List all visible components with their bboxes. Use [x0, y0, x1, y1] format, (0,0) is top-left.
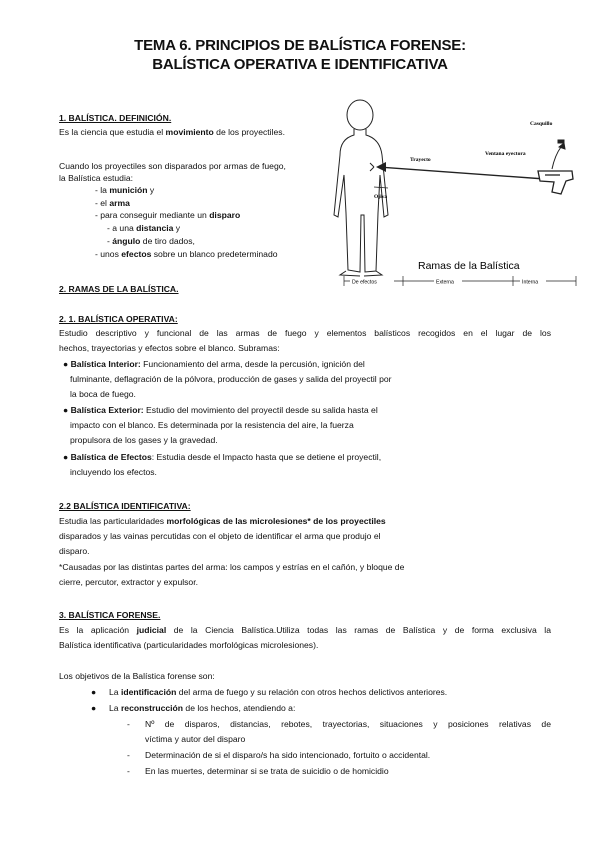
title-line-1: TEMA 6. PRINCIPIOS DE BALÍSTICA FORENSE:: [134, 37, 466, 54]
bullet-efectos-cont: incluyendo los efectos.: [70, 467, 157, 477]
trajectory-arrow: [370, 162, 545, 179]
axis-label-externa: Externa: [436, 279, 454, 286]
figure-caption: Ramas de la Balística: [418, 260, 520, 272]
paragraph: la Balística estudia:: [59, 173, 134, 183]
bullet-interior-cont: la boca de fuego.: [70, 389, 136, 399]
bullet: ●: [91, 703, 97, 713]
sub-item-cont: víctima y autor del disparo: [145, 734, 246, 744]
title-line-2: BALÍSTICA OPERATIVA E IDENTIFICATIVA: [152, 56, 448, 73]
ballistics-figure: [330, 95, 580, 295]
sub-item: En las muertes, determinar si se trata de suicidio o de homicidio: [145, 766, 389, 776]
paragraph: disparo.: [59, 546, 90, 556]
bullet: ●: [91, 687, 97, 697]
dash: -: [127, 719, 130, 729]
footnote: cierre, percutor, extractor y expulsor.: [59, 577, 198, 587]
bullet-interior-cont: fulminante, deflagración de la pólvora, producción de gases y salida del proyectil por: [70, 374, 392, 384]
sub-item: Determinación de si el disparo/s ha sido intencionado, fortuito o accidental.: [145, 750, 431, 760]
paragraph: Balística identificativa (particularidades morfológicas microlesiones).: [59, 640, 319, 650]
list-item: - a una distancia y: [107, 223, 181, 233]
bullet-interior: ● Balística Interior: Funcionamiento del arma, desde la percusión, ignición del: [63, 359, 365, 369]
paragraph: disparados y las vainas percutidas con el objeto de identificar el arma que produjo el: [59, 531, 381, 541]
axis-label-interna: Interna: [522, 279, 539, 286]
pistol-icon: [538, 171, 573, 194]
paragraph: hechos, trayectorias y efectos sobre el blanco. Subramas:: [59, 343, 280, 353]
paragraph: Cuando los proyectiles son disparados por armas de fuego,: [59, 161, 286, 171]
label-ojiva: Ojiva: [374, 194, 388, 200]
ojiva-pointer: [374, 187, 388, 188]
footnote: *Causadas por las distintas partes del arma: los campos y estrías en el cañón, y bloque de: [59, 562, 405, 572]
bullet-efectos: ● Balística de Efectos: Estudia desde el Impacto hasta que se detiene el proyectil,: [63, 452, 382, 462]
label-casquillo: Casquillo: [530, 121, 553, 127]
axis-label-efectos: De efectos: [352, 279, 377, 286]
dash: -: [127, 750, 130, 760]
label-trayecto: Trayecto: [410, 157, 431, 163]
bullet-exterior-cont: impacto con el blanco. Es determinada por la resistencia del aire, la fuerza: [70, 420, 354, 430]
ejected-casing-arrow: [552, 140, 565, 169]
section-2-1-heading: 2. 1. BALÍSTICA OPERATIVA:: [59, 314, 178, 324]
objective-reconstruction: La reconstrucción de los hechos, atendiendo a:: [109, 703, 296, 713]
paragraph: Es la aplicación judicial de la Ciencia Balística.Utiliza todas las ramas de Balística y de forma exclusiva la: [59, 625, 551, 635]
sub-item: Nº de disparos, distancias, rebotes, trayectorias, situaciones y posiciones relativas de: [145, 719, 551, 729]
bullet-exterior-cont: propulsora de los gases y la gravedad.: [70, 435, 218, 445]
dash: -: [127, 766, 130, 776]
list-item: - para conseguir mediante un disparo: [95, 210, 241, 220]
section-1-heading: 1. BALÍSTICA. DEFINICIÓN.: [59, 113, 172, 123]
list-item: - ángulo de tiro dados,: [107, 236, 195, 246]
label-ventana-eyectora: Ventana eyectora: [485, 151, 526, 157]
paragraph: Estudio descriptivo y funcional de las armas de fuego y elementos balísticos recogidos en el lugar de los: [59, 328, 551, 338]
list-item: - el arma: [95, 198, 130, 208]
list-item: - unos efectos sobre un blanco predeterminado: [95, 249, 278, 259]
section-2-heading: 2. RAMAS DE LA BALÍSTICA.: [59, 284, 179, 294]
paragraph: Estudia las particularidades morfológicas de las microlesiones* de los proyectiles: [59, 516, 386, 526]
section-2-2-heading: 2.2 BALÍSTICA IDENTIFICATIVA:: [59, 501, 191, 511]
human-silhouette: [334, 100, 388, 276]
definition-text: Es la ciencia que estudia el movimiento de los proyectiles.: [59, 127, 285, 137]
list-item: - la munición y: [95, 185, 155, 195]
section-3-heading: 3. BALÍSTICA FORENSE.: [59, 610, 161, 620]
bullet-exterior: ● Balística Exterior: Estudio del movimiento del proyectil desde su salida hasta el: [63, 405, 378, 415]
objective-identification: La identificación del arma de fuego y su relación con otros hechos delictivos anteriores.: [109, 687, 448, 697]
paragraph: Los objetivos de la Balística forense son:: [59, 671, 215, 681]
